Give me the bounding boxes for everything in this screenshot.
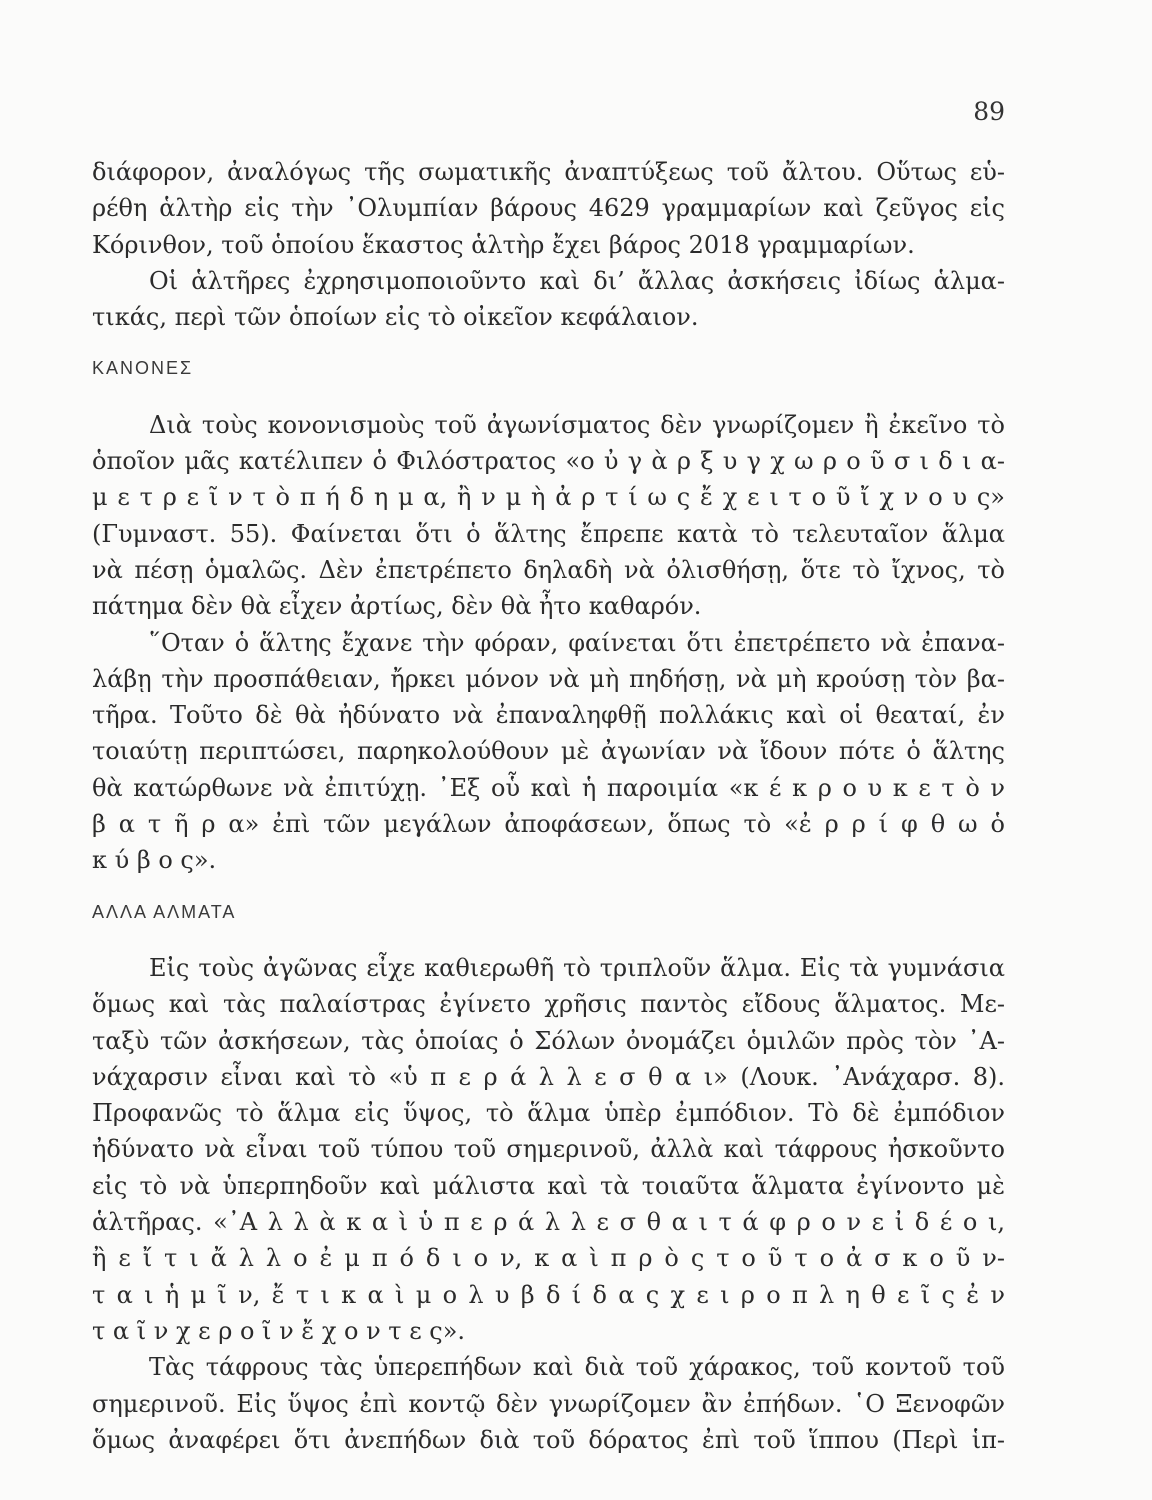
text-line-content: ἠδύνατο νὰ εἶναι τοῦ τύπου τοῦ σημερινοῦ, ἀλλὰ καὶ τάφρους ἠσκοῦντο xyxy=(92,1135,1005,1164)
text-line-content: Διὰ τοὺς κονονισμοὺς τοῦ ἀγωνίσματος δὲν γνωρίζομεν ἢ ἐκεῖνο τὸ xyxy=(149,410,1005,439)
text-line-content: πάτημα δὲν θὰ εἶχεν ἀρτίως, δὲν θὰ ἦτο καθαρόν. xyxy=(92,592,702,621)
text-line xyxy=(92,1240,1005,1276)
text-line-content: ῞Οταν ὁ ἅλτης ἔχανε τὴν φόραν, φαίνεται ὅτι ἐπετρέπετο νὰ ἐπανα- xyxy=(149,628,1005,657)
text-line-content: τ α ι ἡ μ ῖ ν, ἔ τ ι κ α ὶ μ ο λ υ β δ ί δ α ς χ ε ι ρ ο π λ η θ ε ῖ ς ἐ ν xyxy=(92,1280,1005,1309)
text-line xyxy=(92,154,1005,190)
page-number: 89 xyxy=(973,97,1005,126)
text-line-content: ἁλτῆρας. «᾿Α λ λ ὰ κ α ὶ ὑ π ε ρ ά λ λ ε σ θ α ι τ ά φ ρ ο ν ε ἰ δ έ ο ι, xyxy=(92,1208,1005,1237)
text-line-content: Κόρινθον, τοῦ ὁποίου ἕκαστος ἁλτὴρ ἔχει βάρος 2018 γραμμαρίων. xyxy=(92,230,915,259)
text-line xyxy=(92,1168,1005,1204)
text-line-content: σημερινοῦ. Εἰς ὕψος ἐπὶ κοντῷ δὲν γνωρίζομεν ἂν ἐπήδων. ῾Ο Ξενοφῶν xyxy=(92,1389,1005,1418)
text-line xyxy=(92,950,1005,986)
text-line xyxy=(92,1277,1005,1313)
text-line-content: Προφανῶς τὸ ἅλμα εἰς ὕψος, τὸ ἅλμα ὑπὲρ ἐμπόδιον. Τὸ δὲ ἐμπόδιον xyxy=(92,1099,1005,1128)
text-line xyxy=(92,1386,1005,1422)
text-line-content: τῆρα. Τοῦτο δὲ θὰ ἠδύνατο νὰ ἐπαναληφθῇ πολλάκις καὶ οἱ θεαταί, ἐν xyxy=(92,701,1005,730)
text-line xyxy=(92,1059,1005,1095)
text-line xyxy=(92,1349,1005,1385)
section-heading: ΚΑΝΟΝΕΣ xyxy=(92,358,194,379)
text-line-content: (Γυμναστ. 55). Φαίνεται ὅτι ὁ ἅλτης ἔπρεπε κατὰ τὸ τελευταῖον ἅλμα xyxy=(92,519,1005,548)
text-line xyxy=(92,1131,1005,1167)
page-body xyxy=(92,154,1005,1458)
paragraph xyxy=(92,950,1005,1349)
text-line xyxy=(92,299,1005,335)
text-line xyxy=(92,986,1005,1022)
text-line-content: μ ε τ ρ ε ῖ ν τ ὸ π ή δ η μ α, ἢ ν μ ὴ ἀ ρ τ ί ω ς ἔ χ ε ι τ ο ῦ ἴ χ ν ο υ ς» xyxy=(92,483,1005,512)
text-line-content: τ α ῖ ν χ ε ρ ο ῖ ν ἔ χ ο ν τ ε ς». xyxy=(92,1316,466,1345)
text-line xyxy=(92,806,1005,842)
text-line xyxy=(92,552,1005,588)
text-line xyxy=(92,733,1005,769)
text-line xyxy=(92,227,1005,263)
text-line-content: κ ύ β ο ς». xyxy=(92,846,217,875)
text-line-content: Εἰς τοὺς ἀγῶνας εἶχε καθιερωθῆ τὸ τριπλοῦν ἅλμα. Εἰς τὰ γυμνάσια xyxy=(149,953,1005,982)
text-line-content: Οἱ ἁλτῆρες ἐχρησιμοποιοῦντο καὶ δι’ ἄλλας ἀσκήσεις ἰδίως ἁλμα- xyxy=(149,266,1005,295)
text-line-content: ὅμως ἀναφέρει ὅτι ἀνεπήδων διὰ τοῦ δόρατος ἐπὶ τοῦ ἵππου (Περὶ ἱπ- xyxy=(92,1425,1005,1454)
text-line-content: τοιαύτῃ περιπτώσει, παρηκολούθουν μὲ ἀγωνίαν νὰ ἴδουν πότε ὁ ἅλτης xyxy=(92,737,1005,766)
text-line-content: Τὰς τάφρους τὰς ὑπερεπήδων καὶ διὰ τοῦ χάρακος, τοῦ κοντοῦ τοῦ xyxy=(149,1353,1005,1382)
text-line-content: ὅμως καὶ τὰς παλαίστρας ἐγίνετο χρῆσις παντὸς εἴδους ἅλματος. Με- xyxy=(92,990,1005,1019)
text-line-content: ἢ ε ἴ τ ι ἄ λ λ ο ἐ μ π ό δ ι ο ν, κ α ὶ π ρ ὸ ς τ ο ῦ τ ο ἀ σ κ ο ῦ ν- xyxy=(92,1244,1005,1273)
text-line xyxy=(92,1422,1005,1458)
text-line xyxy=(92,588,1005,624)
paragraph xyxy=(92,625,1005,879)
text-line-content: νὰ πέσῃ ὁμαλῶς. Δὲν ἐπετρέπετο δηλαδὴ νὰ ὀλισθήσῃ, ὅτε τὸ ἴχνος, τὸ xyxy=(92,555,1005,584)
text-line xyxy=(92,516,1005,552)
text-line xyxy=(92,1095,1005,1131)
text-line-content: τικάς, περὶ τῶν ὁποίων εἰς τὸ οἰκεῖον κεφάλαιον. xyxy=(92,303,699,332)
text-line-content: ρέθη ἁλτὴρ εἰς τὴν ᾿Ολυμπίαν βάρους 4629 γραμμαρίων καὶ ζεῦγος εἰς xyxy=(92,194,1005,223)
text-line xyxy=(92,1023,1005,1059)
text-line-content: β α τ ῆ ρ α» ἐπὶ τῶν μεγάλων ἀποφάσεων, ὅπως τὸ «ἐ ρ ρ ί φ θ ω ὁ xyxy=(92,810,1005,839)
text-line-content: ταξὺ τῶν ἀσκήσεων, τὰς ὁποίας ὁ Σόλων ὀνομάζει ὁμιλῶν πρὸς τὸν ᾿Α- xyxy=(92,1026,1005,1055)
text-line xyxy=(92,697,1005,733)
text-line-content: εἰς τὸ νὰ ὑπερπηδοῦν καὶ μάλιστα καὶ τὰ τοιαῦτα ἅλματα ἐγίνοντο μὲ xyxy=(92,1171,1005,1200)
text-line xyxy=(92,661,1005,697)
text-line xyxy=(92,407,1005,443)
section-heading: ΑΛΛΑ ΑΛΜΑΤΑ xyxy=(92,901,237,922)
text-line-content: θὰ κατώρθωνε νὰ ἐπιτύχῃ. ᾿Εξ οὗ καὶ ἡ παροιμία «κ έ κ ρ ο υ κ ε τ ὸ ν xyxy=(92,773,1005,802)
paragraph xyxy=(92,1349,1005,1458)
text-line xyxy=(92,770,1005,806)
text-line xyxy=(92,842,1005,878)
text-line-content: λάβῃ τὴν προσπάθειαν, ἤρκει μόνον νὰ μὴ πηδήσῃ, νὰ μὴ κρούσῃ τὸν βα- xyxy=(92,664,1005,693)
paragraph xyxy=(92,263,1005,336)
text-line-content: νάχαρσιν εἶναι καὶ τὸ «ὑ π ε ρ ά λ λ ε σ θ α ι» (Λουκ. ᾿Ανάχαρσ. 8). xyxy=(92,1062,1005,1091)
text-line xyxy=(92,263,1005,299)
text-line-content: ὁποῖον μᾶς κατέλιπεν ὁ Φιλόστρατος «ο ὐ γ ὰ ρ ξ υ γ χ ω ρ ο ῦ σ ι δ ι α- xyxy=(92,447,1005,476)
text-line-content: διάφορον, ἀναλόγως τῆς σωματικῆς ἀναπτύξεως τοῦ ἄλτου. Οὕτως εὑ- xyxy=(92,158,1005,186)
paragraph xyxy=(92,154,1005,263)
text-line xyxy=(92,625,1005,661)
text-line xyxy=(92,1313,1005,1349)
paragraph xyxy=(92,407,1005,625)
text-line xyxy=(92,443,1005,479)
text-line xyxy=(92,190,1005,226)
text-line xyxy=(92,479,1005,515)
text-line xyxy=(92,1204,1005,1240)
